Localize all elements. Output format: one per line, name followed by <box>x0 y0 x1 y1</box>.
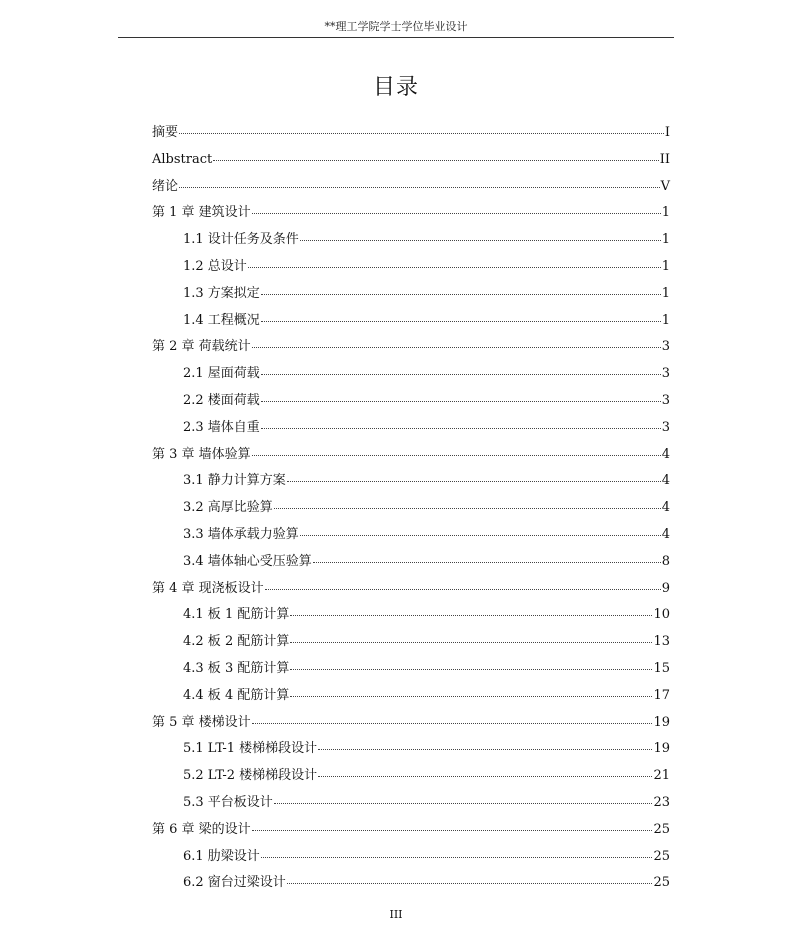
toc-dot-leader <box>287 873 653 884</box>
toc-entry-page: 4 <box>661 526 670 542</box>
toc-dot-leader <box>290 632 652 643</box>
toc-entry-page: 9 <box>661 580 670 596</box>
toc-entry[interactable] <box>152 844 670 871</box>
toc-entry-page: 25 <box>653 848 670 864</box>
toc-entry-label: 3.4 墙体轴心受压验算 <box>183 553 312 569</box>
toc-entry-page: 19 <box>653 714 670 730</box>
toc-entry-page: 13 <box>653 634 670 650</box>
toc-entry-label: 4.3 板 3 配筋计算 <box>183 660 290 676</box>
toc-entry-page: 3 <box>661 339 670 355</box>
toc-dot-leader <box>318 766 652 777</box>
toc-entry-page: 4 <box>661 473 670 489</box>
toc-entry[interactable] <box>152 281 670 308</box>
header-rule <box>118 37 674 38</box>
toc-dot-leader <box>318 739 652 750</box>
toc-entry[interactable] <box>152 710 670 737</box>
toc-entry[interactable] <box>152 602 670 629</box>
toc-entry-page: 1 <box>661 285 670 301</box>
toc-dot-leader <box>274 793 653 804</box>
toc-entry-page: 3 <box>661 419 670 435</box>
toc-entry-label: 5.3 平台板设计 <box>183 794 273 810</box>
toc-entry[interactable] <box>152 790 670 817</box>
toc-entry-page: 1 <box>661 205 670 221</box>
toc-dot-leader <box>290 659 652 670</box>
toc-entry[interactable] <box>152 629 670 656</box>
toc-entry-label: 第 1 章 建筑设计 <box>152 205 251 221</box>
toc-entry-page: 19 <box>653 741 670 757</box>
toc-dot-leader <box>300 230 661 241</box>
toc-entry-page: II <box>659 151 670 167</box>
running-header: **理工学院学士学位毕业设计 <box>324 20 468 33</box>
toc-entry-label: 1.1 设计任务及条件 <box>183 232 299 248</box>
toc-entry-label: 1.4 工程概况 <box>183 312 260 328</box>
toc-entry-label: 第 3 章 墙体验算 <box>152 446 251 462</box>
toc-dot-leader <box>290 686 652 697</box>
toc-entry[interactable] <box>152 361 670 388</box>
toc-entry[interactable] <box>152 549 670 576</box>
toc-entry[interactable] <box>152 817 670 844</box>
toc-dot-leader <box>261 847 653 858</box>
toc-entry[interactable] <box>152 763 670 790</box>
toc-entry-label: 5.2 LT-2 楼梯梯段设计 <box>183 768 318 784</box>
toc-entry-label: Albstract <box>152 151 213 167</box>
toc-dot-leader <box>179 177 660 188</box>
toc-entry-label: 1.3 方案拟定 <box>183 285 260 301</box>
toc-dot-leader <box>300 525 661 536</box>
toc-entry-page: 3 <box>661 392 670 408</box>
toc-entry-label: 第 5 章 楼梯设计 <box>152 714 251 730</box>
toc-entry-page: 23 <box>653 794 670 810</box>
toc-entry[interactable] <box>152 495 670 522</box>
toc-dot-leader <box>252 203 661 214</box>
toc-entry-page: 25 <box>653 875 670 891</box>
toc-entry[interactable] <box>152 388 670 415</box>
toc-entry-label: 3.2 高厚比验算 <box>183 500 273 516</box>
toc-entry-page: 10 <box>653 607 670 623</box>
toc-entry-page: I <box>664 125 670 140</box>
toc-entry-label: 6.2 窗台过梁设计 <box>183 875 286 891</box>
toc-entry-label: 第 6 章 梁的设计 <box>152 821 251 837</box>
toc-entry-page: 1 <box>661 258 670 274</box>
toc-entry[interactable] <box>152 442 670 469</box>
toc-entry[interactable] <box>152 468 670 495</box>
toc-dot-leader <box>261 284 661 295</box>
toc-entry-label: 第 2 章 荷载统计 <box>152 339 251 355</box>
toc-dot-leader <box>290 605 652 616</box>
toc-entry[interactable] <box>152 870 670 897</box>
toc-entry-page: 17 <box>653 687 670 703</box>
toc-dot-leader <box>287 471 661 482</box>
toc-entry-label: 1.2 总设计 <box>183 258 247 274</box>
toc-entry-page: 3 <box>661 366 670 382</box>
toc-entry-label: 第 4 章 现浇板设计 <box>152 580 264 596</box>
toc-dot-leader <box>274 498 661 509</box>
toc-entry[interactable] <box>152 522 670 549</box>
page-title: 目录 <box>372 75 419 100</box>
toc-entry-label: 摘要 <box>152 125 179 140</box>
toc-entry[interactable] <box>152 200 670 227</box>
toc-entry[interactable] <box>152 227 670 254</box>
toc-entry-page: 1 <box>661 232 670 248</box>
toc-entry-page: V <box>660 178 670 194</box>
toc-dot-leader <box>248 257 661 268</box>
toc-dot-leader <box>179 123 664 134</box>
toc-entry[interactable] <box>152 120 670 147</box>
toc-entry[interactable] <box>152 174 670 201</box>
toc-entry-label: 3.3 墙体承载力验算 <box>183 526 299 542</box>
toc-entry-label: 3.1 静力计算方案 <box>183 473 286 489</box>
toc-dot-leader <box>213 150 658 161</box>
toc-dot-leader <box>261 311 661 322</box>
toc-dot-leader <box>265 579 661 590</box>
toc-entry-page: 15 <box>653 660 670 676</box>
toc-dot-leader <box>261 418 661 429</box>
toc-entry-label: 6.1 肋梁设计 <box>183 848 260 864</box>
toc-entry[interactable] <box>152 736 670 763</box>
toc-entry-label: 4.4 板 4 配筋计算 <box>183 687 290 703</box>
page-number: III <box>389 908 403 921</box>
toc-entry-label: 2.2 楼面荷载 <box>183 392 260 408</box>
toc-dot-leader <box>252 337 661 348</box>
toc-dot-leader <box>261 391 661 402</box>
toc-dot-leader <box>252 820 653 831</box>
table-of-contents <box>152 120 670 897</box>
toc-entry-label: 4.1 板 1 配筋计算 <box>183 607 290 623</box>
toc-entry-label: 2.1 屋面荷载 <box>183 366 260 382</box>
toc-dot-leader <box>313 552 661 563</box>
toc-entry-page: 25 <box>653 821 670 837</box>
toc-entry[interactable] <box>152 147 670 174</box>
toc-entry-label: 5.1 LT-1 楼梯梯段设计 <box>183 741 318 757</box>
toc-dot-leader <box>252 445 661 456</box>
toc-entry-page: 1 <box>661 312 670 328</box>
toc-entry[interactable] <box>152 576 670 603</box>
toc-entry-page: 8 <box>661 553 670 569</box>
toc-entry[interactable] <box>152 254 670 281</box>
toc-entry[interactable] <box>152 334 670 361</box>
toc-entry[interactable] <box>152 415 670 442</box>
toc-entry-label: 绪论 <box>152 178 179 194</box>
toc-entry-page: 21 <box>653 768 670 784</box>
toc-dot-leader <box>252 713 653 724</box>
toc-entry-label: 2.3 墙体自重 <box>183 419 260 435</box>
toc-entry-page: 4 <box>661 500 670 516</box>
toc-entry[interactable] <box>152 308 670 335</box>
toc-entry[interactable] <box>152 683 670 710</box>
toc-entry-label: 4.2 板 2 配筋计算 <box>183 634 290 650</box>
toc-entry[interactable] <box>152 656 670 683</box>
toc-dot-leader <box>261 364 661 375</box>
toc-entry-page: 4 <box>661 446 670 462</box>
